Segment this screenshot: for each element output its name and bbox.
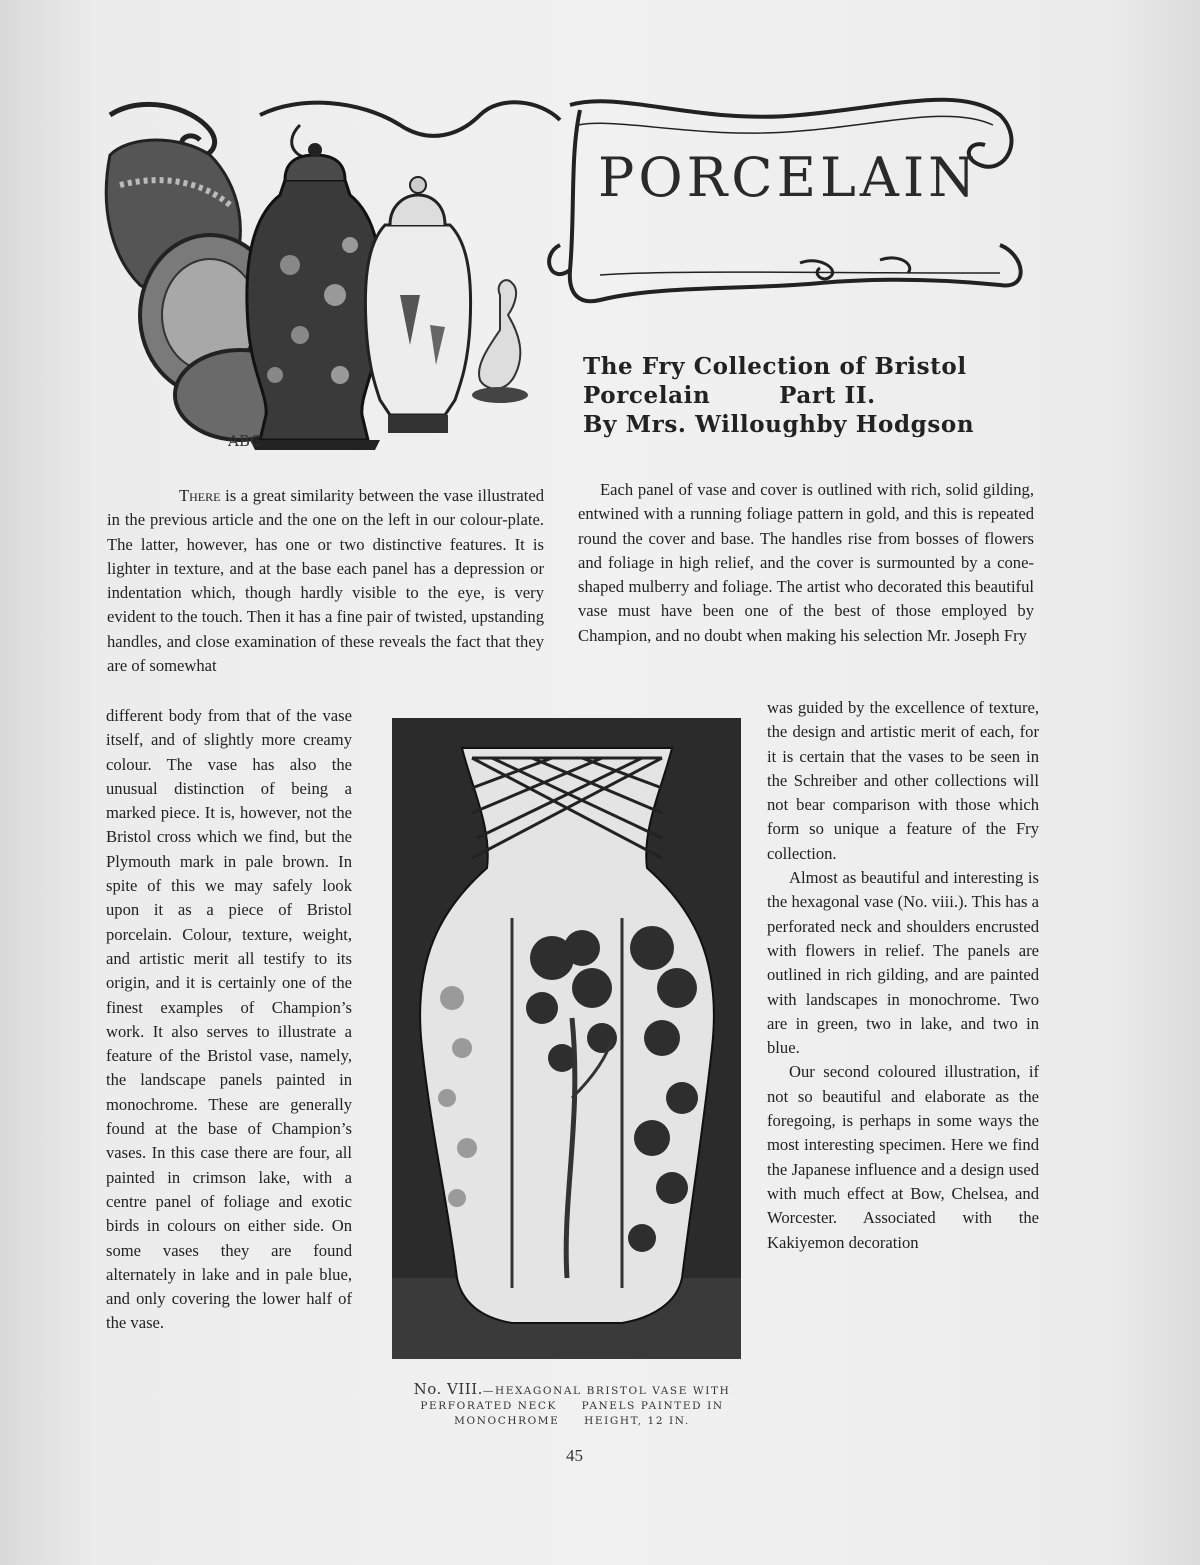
dark-vase-shape xyxy=(247,180,381,440)
paragraph-left-narrow: different body from that of the vase itself, and of slightly more creamy colour. The vase has also the unusual distinction of being a marked piece. It is, however, not the Bristol cross which we find, but the Plymouth mark in pale brown. In spite of this we may safely look upon it as a piece of Bristol porcelain. Colour, texture, weight, and artistic merit all testify to its origin, and it is certainly one of the finest examples of Champion’s work. It also serves to illustrate a feature of the Bristol vase, namely, the landscape panels painted in monochrome. These are generally found at the base of Champion’s vases. In this case there are four, all painted in crimson lake, with a centre panel of foliage and exotic birds in colours on either side. On some vases they are found alternately in lake and in pale blue, and only covering the lower half of the vase. xyxy=(106,706,352,1333)
paragraph-right-top: Each panel of vase and cover is outlined with rich, solid gilding, entwined with a running foliage pattern in gold, and this is repeated round the cover and base. The handles rise from bosses of flowers and foliage in high relief, and the cover is surmounted by a cone-shaped mulberry and foliage. The artist who decorated this beautiful vase must have been one of the best of those employed by Champion, and no doubt when making his selection Mr. Joseph Fry xyxy=(578,480,1034,645)
paragraph-left-top xyxy=(107,484,544,678)
drop-word: There xyxy=(179,486,221,505)
vase-photograph xyxy=(392,718,741,1359)
light-vase-shape xyxy=(365,225,470,415)
hexagonal-vase-image xyxy=(392,718,741,1359)
caption-line-1 xyxy=(392,1382,752,1399)
subtitle-line-1: The Fry Collection of Bristol xyxy=(583,353,967,380)
right-column-narrow xyxy=(767,696,1039,1255)
left-column-narrow xyxy=(106,704,352,1336)
page-number: 45 xyxy=(566,1446,583,1465)
left-column-top xyxy=(107,484,544,678)
article-subtitle xyxy=(583,352,1043,439)
right-column-top xyxy=(578,478,1034,648)
paragraph-left-top-text: is a great similarity between the vase illustrated in the previous article and the one on the left in our colour-plate. The latter, however, has one or two distinctive features. It is lighter in texture, and at the base each panel has a depression or indentation which, though hardly visible to the eye, is very evident to the touch. Then it has a fine pair of twisted, upstanding handles, and close examination of these reveals the fact that they are of somewhat xyxy=(107,486,544,676)
subtitle-line-3: By Mrs. Willoughby Hodgson xyxy=(583,411,975,438)
subtitle-line-2: Porcelain Part II. xyxy=(583,382,876,409)
caption-line-1-text: —HEXAGONAL BRISTOL VASE WITH xyxy=(482,1385,731,1397)
caption-line-2: PERFORATED NECK PANELS PAINTED IN xyxy=(420,1400,724,1412)
figurine-shape xyxy=(479,280,520,389)
caption-line-3: MONOCHROME HEIGHT, 12 IN. xyxy=(454,1415,690,1427)
paragraph-right-narrow-3: Our second coloured illustration, if not so beautiful and elaborate as the foregoing, is perhaps in some ways the most interesting specimen. Here we find the Japanese influence and a design used with much effect at Bow, Chelsea, and Worcester. Associated with the Kakiyemon decoration xyxy=(767,1062,1039,1252)
artist-monogram: ABC xyxy=(228,432,262,450)
page-title: PORCELAIN xyxy=(598,146,980,209)
figure-caption xyxy=(392,1382,752,1429)
paragraph-right-narrow-2: Almost as beautiful and interesting is the hexagonal vase (No. viii.). This has a perforated neck and shoulders encrusted with flowers in relief. The panels are outlined in rich gilding, and are painted with landscapes in monochrome. Two are in green, two in lake, and two in blue. xyxy=(767,868,1039,1058)
caption-lead: No. VIII. xyxy=(413,1380,483,1398)
paragraph-right-narrow-1: was guided by the excellence of texture, the design and artistic merit of each, for it is certain that the vases to be seen in the Schreiber and other collections will not bear comparison with those which form so unique a feature of the Fry collection. xyxy=(767,698,1039,863)
